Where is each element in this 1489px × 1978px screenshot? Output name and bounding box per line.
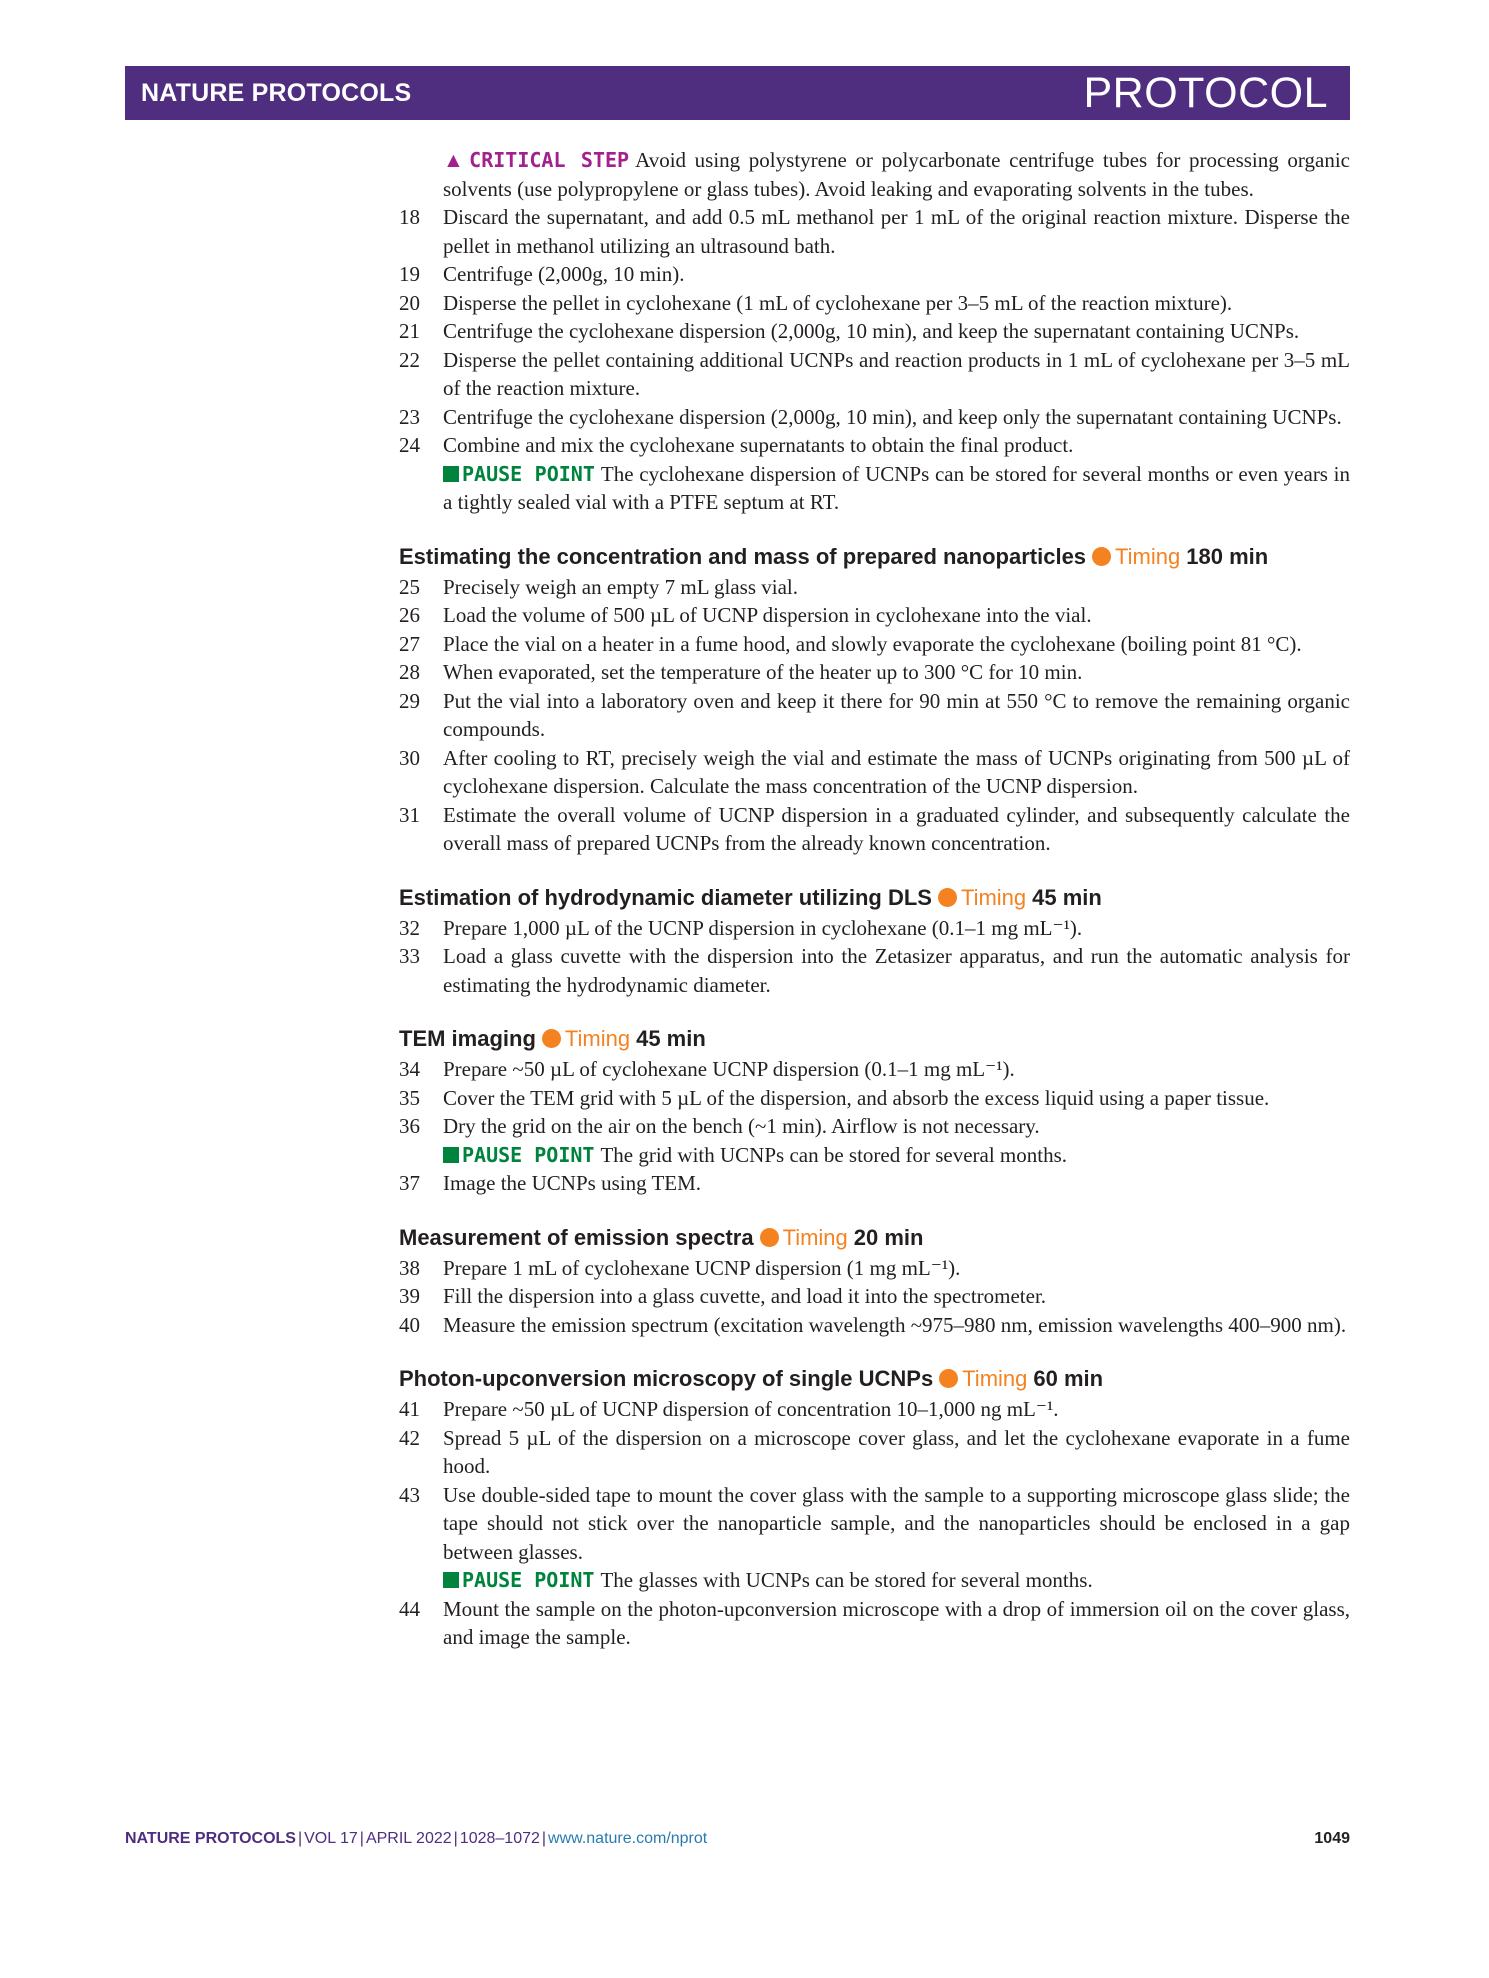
step-item (399, 942, 1350, 999)
step-item (399, 601, 1350, 630)
timing-value: 60 min (1033, 1366, 1104, 1391)
steps-18-24 (399, 203, 1350, 517)
step-text: Prepare ~50 µL of cyclohexane UCNP dispersion (0.1–1 mg mL⁻¹). (443, 1057, 1015, 1081)
step-item (399, 289, 1350, 318)
step-item (399, 203, 1350, 260)
step-text: Cover the TEM grid with 5 µL of the dispersion, and absorb the excess liquid using a paper tissue. (443, 1085, 1270, 1110)
step-item (399, 431, 1350, 460)
step-text: Prepare 1 mL of cyclohexane UCNP dispersion (1 mg mL⁻¹). (443, 1255, 961, 1280)
step-item (399, 801, 1350, 858)
step-item (399, 260, 1350, 289)
step-number: 30 (399, 745, 420, 770)
section-title: Measurement of emission spectra (399, 1224, 754, 1250)
section-title: Estimating the concentration and mass of prepared nanoparticles (399, 543, 1087, 569)
step-item (399, 1424, 1350, 1481)
steps-38-40 (399, 1254, 1350, 1340)
step-number: 29 (399, 688, 420, 713)
step-text: Combine and mix the cyclohexane supernatants to obtain the final product. (443, 433, 1074, 457)
step-number: 33 (399, 944, 420, 968)
step-item (399, 1055, 1350, 1084)
steps-41-44 (399, 1395, 1350, 1652)
step-item (399, 1084, 1350, 1113)
step-text: When evaporated, set the temperature of the heater up to 300 °C for 10 min. (443, 660, 1083, 684)
triangle-icon: ▲ (443, 148, 468, 172)
section-heading-tem (399, 1024, 1350, 1054)
step-item (399, 1311, 1350, 1340)
critical-step-label: CRITICAL STEP (469, 148, 630, 172)
step-text: Disperse the pellet in cyclohexane (1 mL of cyclohexane per 3–5 mL of the reaction mixture). (443, 290, 1233, 315)
pause-point-note (399, 1141, 1350, 1170)
step-text: Prepare ~50 µL of UCNP dispersion of concentration 10–1,000 ng mL⁻¹. (443, 1397, 1059, 1421)
steps-32-33 (399, 914, 1350, 1000)
journal-name: NATURE PROTOCOLS (141, 79, 412, 107)
step-item (399, 317, 1350, 346)
step-number: 23 (399, 404, 420, 429)
step-item (399, 403, 1350, 432)
footer-journal: NATURE PROTOCOLS (125, 1830, 296, 1847)
step-text: Dry the grid on the air on the bench (~1 min). Airflow is not necessary. (443, 1114, 1040, 1138)
section-title: TEM imaging (399, 1026, 536, 1051)
section-title: Estimation of hydrodynamic diameter utilizing DLS (399, 884, 932, 910)
pause-point-note (399, 1566, 1350, 1595)
step-text: Centrifuge the cyclohexane dispersion (2,000g, 10 min), and keep only the supernatant containing UCNPs. (443, 404, 1342, 429)
step-item (399, 630, 1350, 659)
timing-dot-icon (938, 888, 957, 907)
timing-value: 20 min (853, 1224, 924, 1250)
timing-dot-icon (760, 1228, 779, 1247)
step-item (399, 687, 1350, 744)
step-number: 44 (399, 1596, 420, 1621)
timing-value: 180 min (1186, 543, 1269, 569)
footer-pages: 1028–1072 (459, 1830, 540, 1847)
timing-label: Timing (1115, 543, 1181, 569)
timing-value: 45 min (636, 1026, 706, 1051)
step-text: Image the UCNPs using TEM. (443, 1171, 702, 1195)
step-text: Use double-sided tape to mount the cover glass with the sample to a supporting microscope glass slide; the tape should not stick over the nanoparticle sample, and the nanoparticles should be enclosed in a gap between glasses. (443, 1482, 1350, 1564)
step-number: 34 (399, 1057, 420, 1081)
step-number: 25 (399, 574, 420, 599)
step-item (399, 1254, 1350, 1283)
step-item (399, 346, 1350, 403)
step-text: Disperse the pellet containing additional UCNPs and reaction products in 1 mL of cyclohexane per 3–5 mL of the reaction mixture. (443, 347, 1350, 400)
step-text: Measure the emission spectrum (excitation wavelength ~975–980 nm, emission wavelengths 400–900 nm). (443, 1312, 1347, 1337)
section-heading-emission (399, 1223, 1350, 1253)
section-heading-microscopy (399, 1364, 1350, 1394)
section-title: Photon-upconversion microscopy of single UCNPs (399, 1366, 934, 1391)
square-icon (443, 466, 459, 482)
step-number: 40 (399, 1312, 420, 1337)
step-number: 22 (399, 347, 420, 372)
footer-date: APRIL 2022 (365, 1830, 452, 1847)
step-number: 37 (399, 1171, 420, 1195)
timing-label: Timing (564, 1026, 631, 1051)
step-number: 18 (399, 205, 420, 229)
article-type: PROTOCOL (1083, 69, 1328, 117)
step-number: 28 (399, 660, 420, 684)
timing-dot-icon (939, 1369, 958, 1388)
timing-label: Timing (960, 884, 1027, 910)
step-item (399, 1595, 1350, 1652)
timing-value: 45 min (1032, 884, 1102, 910)
step-item (399, 1169, 1350, 1198)
step-text: Place the vial on a heater in a fume hood, and slowly evaporate the cyclohexane (boiling point 81 °C). (443, 631, 1302, 656)
step-item (399, 1282, 1350, 1311)
steps-25-31 (399, 573, 1350, 858)
step-number: 31 (399, 802, 420, 827)
step-number: 26 (399, 603, 420, 627)
step-number: 21 (399, 319, 420, 343)
step-text: After cooling to RT, precisely weigh the vial and estimate the mass of UCNPs originating from 500 µL of cyclohexane dispersion. Calculate the mass concentration of the UCNP dispersion. (443, 745, 1350, 798)
step-item (399, 573, 1350, 602)
step-text: Estimate the overall volume of UCNP dispersion in a graduated cylinder, and subsequently calculate the overall mass of prepared UCNPs from the already known concentration. (443, 802, 1350, 855)
page-number: 1049 (1314, 1830, 1350, 1847)
step-item (399, 914, 1350, 943)
step-text: Load the volume of 500 µL of UCNP dispersion in cyclohexane into the vial. (443, 603, 1092, 627)
step-text: Load a glass cuvette with the dispersion into the Zetasizer apparatus, and run the automatic analysis for estimating the hydrodynamic diameter. (443, 944, 1350, 997)
page-footer: NATURE PROTOCOLS | VOL 17 | APRIL 2022 | 1028–1072 | www.nature.com/nprot 1049 (125, 1830, 1350, 1847)
timing-label: Timing (782, 1224, 848, 1250)
step-number: 24 (399, 433, 420, 457)
step-text: Centrifuge the cyclohexane dispersion (2,000g, 10 min), and keep the supernatant containing UCNPs. (443, 319, 1300, 343)
step-item (399, 1481, 1350, 1567)
square-icon (443, 1572, 459, 1588)
step-text: Mount the sample on the photon-upconversion microscope with a drop of immersion oil on the cover glass, and image the sample. (443, 1596, 1350, 1649)
step-number: 27 (399, 631, 420, 656)
step-text: Centrifuge (2,000g, 10 min). (443, 262, 685, 286)
step-number: 42 (399, 1425, 420, 1450)
step-text: Prepare 1,000 µL of the UCNP dispersion in cyclohexane (0.1–1 mg mL⁻¹). (443, 915, 1083, 940)
step-text: Fill the dispersion into a glass cuvette, and load it into the spectrometer. (443, 1284, 1047, 1308)
step-number: 39 (399, 1284, 420, 1308)
step-number: 38 (399, 1255, 420, 1280)
timing-dot-icon (542, 1029, 561, 1048)
pause-point-label: PAUSE POINT (462, 461, 595, 486)
step-item (399, 1395, 1350, 1424)
step-item (399, 1112, 1350, 1141)
footer-url-link[interactable]: www.nature.com/nprot (548, 1830, 708, 1847)
step-number: 20 (399, 290, 420, 315)
pause-point-note (399, 460, 1350, 517)
pause-point-text: The cyclohexane dispersion of UCNPs can be stored for several months or even years in a tightly sealed vial with a PTFE septum at RT. (443, 461, 1351, 514)
steps-34-37 (399, 1055, 1350, 1198)
pause-point-text: The grid with UCNPs can be stored for several months. (600, 1142, 1068, 1167)
step-item (399, 744, 1350, 801)
timing-label: Timing (962, 1366, 1028, 1391)
step-text: Discard the supernatant, and add 0.5 mL methanol per 1 mL of the original reaction mixture. Disperse the pellet in methanol utilizing an ultrasound bath. (443, 205, 1350, 258)
step-item (399, 658, 1350, 687)
timing-dot-icon (1092, 547, 1111, 566)
step-text: Put the vial into a laboratory oven and keep it there for 90 min at 550 °C to remove the remaining organic compounds. (443, 688, 1350, 741)
article-body (399, 146, 1350, 1652)
footer-volume: VOL 17 (304, 1830, 358, 1847)
step-number: 32 (399, 915, 420, 940)
square-icon (443, 1147, 459, 1163)
step-number: 35 (399, 1085, 420, 1110)
pause-point-text: The glasses with UCNPs can be stored for several months. (600, 1568, 1093, 1592)
step-number: 41 (399, 1397, 420, 1421)
critical-step-text: Avoid using polystyrene or polycarbonate centrifuge tubes for processing organic solvents (use polypropylene or glass tubes). Avoid leaking and evaporating solvents in the tubes. (443, 148, 1350, 201)
pause-point-label: PAUSE POINT (462, 1142, 595, 1167)
step-number: 43 (399, 1482, 420, 1507)
section-heading-dls (399, 883, 1350, 913)
step-text: Precisely weigh an empty 7 mL glass vial. (443, 574, 798, 599)
pause-point-label: PAUSE POINT (462, 1568, 595, 1592)
step-text: Spread 5 µL of the dispersion on a microscope cover glass, and let the cyclohexane evaporate in a fume hood. (443, 1425, 1350, 1478)
step-number: 19 (399, 262, 420, 286)
journal-header-bar (125, 66, 1350, 120)
section-heading-concentration (399, 542, 1350, 572)
critical-step-note (399, 146, 1350, 203)
step-number: 36 (399, 1114, 420, 1138)
